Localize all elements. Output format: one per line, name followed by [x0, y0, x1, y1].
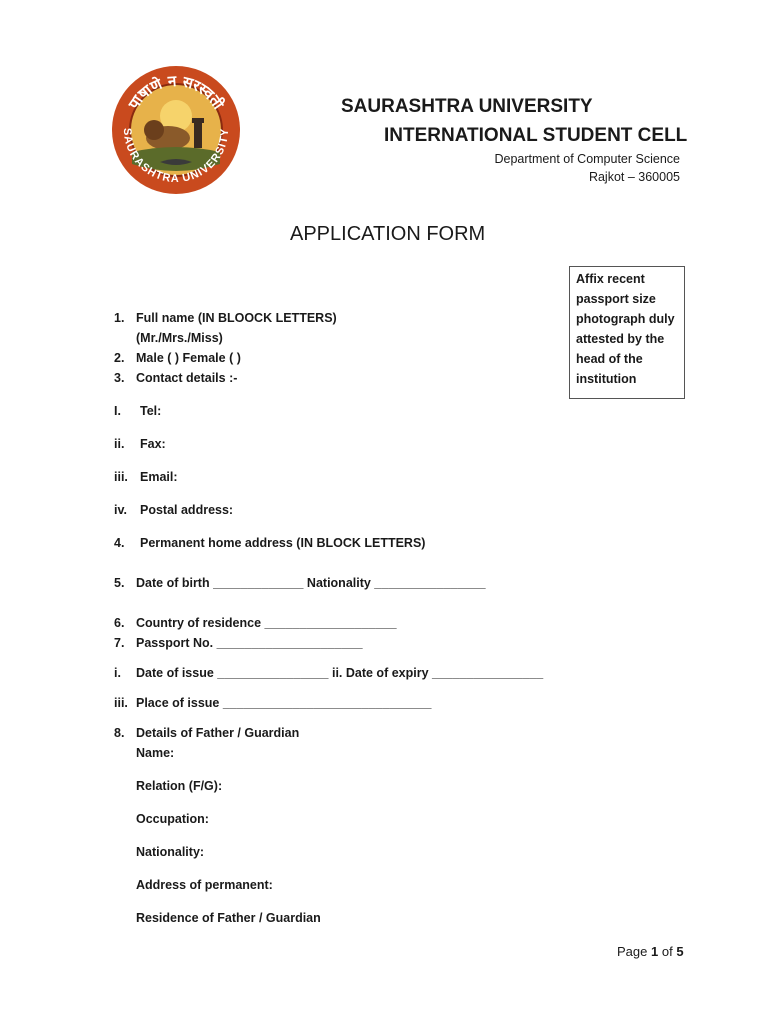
item-4-num: 4.	[114, 536, 125, 550]
email-label: Email:	[140, 470, 178, 484]
photo-box: Affix recent passport size photograph duly attested by the head of the institution	[569, 266, 685, 399]
item-1-num: 1.	[114, 311, 125, 325]
university-logo	[110, 64, 242, 196]
department: Department of Computer Science	[494, 152, 680, 166]
guardian-nationality: Nationality:	[136, 845, 205, 859]
item-6-num: 6.	[114, 616, 125, 630]
form-title: APPLICATION FORM	[290, 223, 486, 245]
guardian-relation: Relation (F/G):	[136, 779, 223, 793]
logo-motto: पाषाणे न सरस्वती	[124, 71, 228, 113]
page-number	[617, 944, 684, 959]
item-place-of-issue: Place of issue ______________________________	[136, 696, 432, 710]
guardian-residence: Residence of Father / Guardian	[136, 911, 321, 925]
page-current: 1	[651, 944, 659, 959]
item-title: (Mr./Mrs./Miss)	[136, 331, 223, 345]
page-total: 5	[676, 944, 684, 959]
item-full-name: Full name (IN BLOOCK LETTERS)	[136, 311, 337, 325]
item-issue-expiry: Date of issue ________________ ii. Date of expiry ________________	[136, 666, 544, 680]
issue-num: i.	[114, 666, 121, 680]
item-guardian: Details of Father / Guardian	[136, 726, 300, 740]
fax-num: ii.	[114, 437, 125, 451]
item-passport: Passport No. _____________________	[136, 636, 363, 650]
item-2-num: 2.	[114, 351, 125, 365]
item-country: Country of residence ___________________	[136, 616, 397, 630]
guardian-name: Name:	[136, 746, 175, 760]
city: Rajkot – 360005	[588, 170, 680, 184]
cell-name: INTERNATIONAL STUDENT CELL	[384, 125, 688, 146]
logo-name: SAURASHTRA UNIVERSITY	[120, 127, 232, 186]
item-dob-nationality: Date of birth _____________ Nationality ________________	[136, 576, 486, 590]
item-gender: Male ( ) Female ( )	[136, 351, 241, 365]
university-name: SAURASHTRA UNIVERSITY	[341, 96, 593, 117]
page-label: Page	[617, 944, 648, 959]
place-num: iii.	[114, 696, 128, 710]
postal-num: iv.	[114, 503, 127, 517]
guardian-occupation: Occupation:	[136, 812, 209, 826]
item-permanent-address: Permanent home address (IN BLOCK LETTERS)	[140, 536, 426, 550]
item-5-num: 5.	[114, 576, 125, 590]
item-contact: Contact details :-	[136, 371, 238, 385]
fax-label: Fax:	[140, 437, 166, 451]
email-num: iii.	[114, 470, 128, 484]
item-3-num: 3.	[114, 371, 125, 385]
item-8-num: 8.	[114, 726, 125, 740]
postal-label: Postal address:	[140, 503, 234, 517]
item-7-num: 7.	[114, 636, 125, 650]
tel-num: I.	[114, 404, 121, 418]
tel-label: Tel:	[140, 404, 162, 418]
guardian-address: Address of permanent:	[136, 878, 273, 892]
of-label: of	[661, 944, 673, 959]
